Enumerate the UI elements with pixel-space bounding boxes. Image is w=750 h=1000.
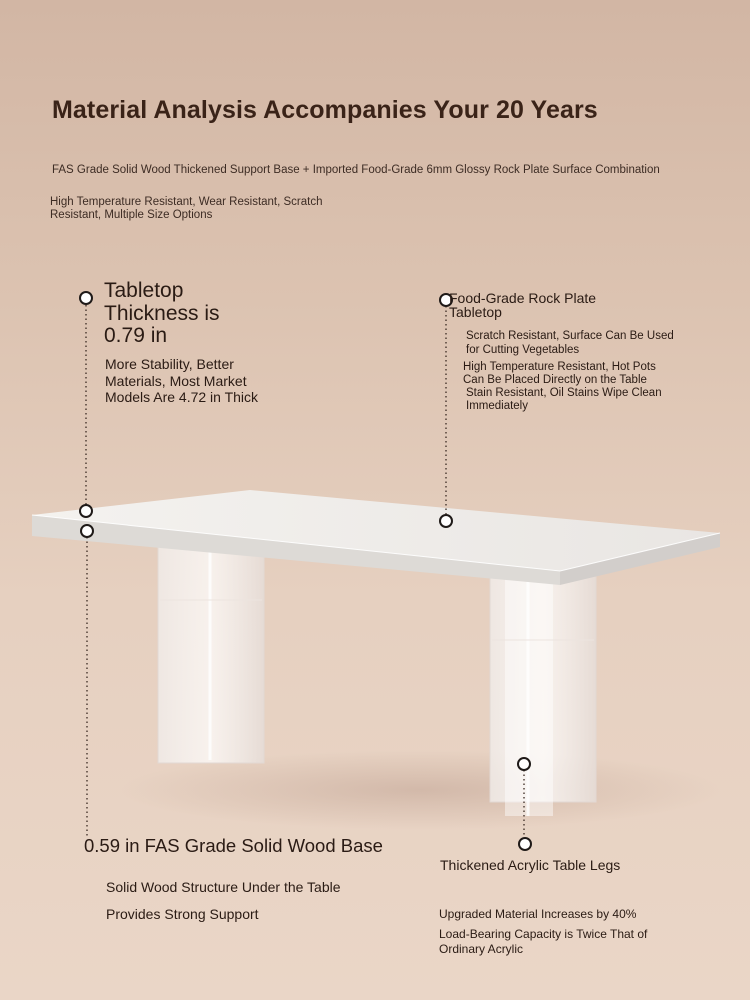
rock-plate-feature-heat: High Temperature Resistant, Hot Pots Can Be Placed Directly on the Table [463, 361, 656, 386]
legs-feature-load: Load-Bearing Capacity is Twice That of Ordinary Acrylic [439, 927, 648, 956]
rock-plate-tabletop [32, 490, 720, 585]
left-acrylic-leg [158, 545, 264, 763]
thickness-heading: Tabletop Thickness is 0.79 in [104, 279, 220, 347]
base-heading: 0.59 in FAS Grade Solid Wood Base [84, 835, 383, 856]
page-subtitle: FAS Grade Solid Wood Thickened Support Base + Imported Food-Grade 6mm Glossy Rock Plate Surface Combination [52, 164, 660, 176]
page-title: Material Analysis Accompanies Your 20 Years [52, 96, 598, 124]
marker-rock-plate-surface [439, 514, 453, 528]
rock-plate-heading: Food-Grade Rock Plate Tabletop [449, 290, 597, 320]
marker-base-top [80, 524, 94, 538]
marker-thickness-bottom [79, 504, 93, 518]
marker-legs-top [517, 757, 531, 771]
legs-feature-material: Upgraded Material Increases by 40% [439, 907, 637, 921]
feature-summary: High Temperature Resistant, Wear Resistant, Scratch Resistant, Multiple Size Options [50, 196, 323, 221]
thickness-description: More Stability, Better Materials, Most Market Models Are 4.72 in Thick [105, 356, 259, 405]
rock-plate-feature-scratch: Scratch Resistant, Surface Can Be Used for Cutting Vegetables [466, 330, 674, 356]
legs-heading: Thickened Acrylic Table Legs [440, 857, 621, 873]
right-acrylic-leg [490, 570, 596, 816]
base-description-line2: Provides Strong Support [106, 906, 259, 922]
base-description-line1: Solid Wood Structure Under the Table [106, 879, 341, 895]
marker-legs-bottom [518, 837, 532, 851]
marker-thickness-top [79, 291, 93, 305]
rock-plate-feature-stain: Stain Resistant, Oil Stains Wipe Clean Immediately [466, 387, 662, 412]
